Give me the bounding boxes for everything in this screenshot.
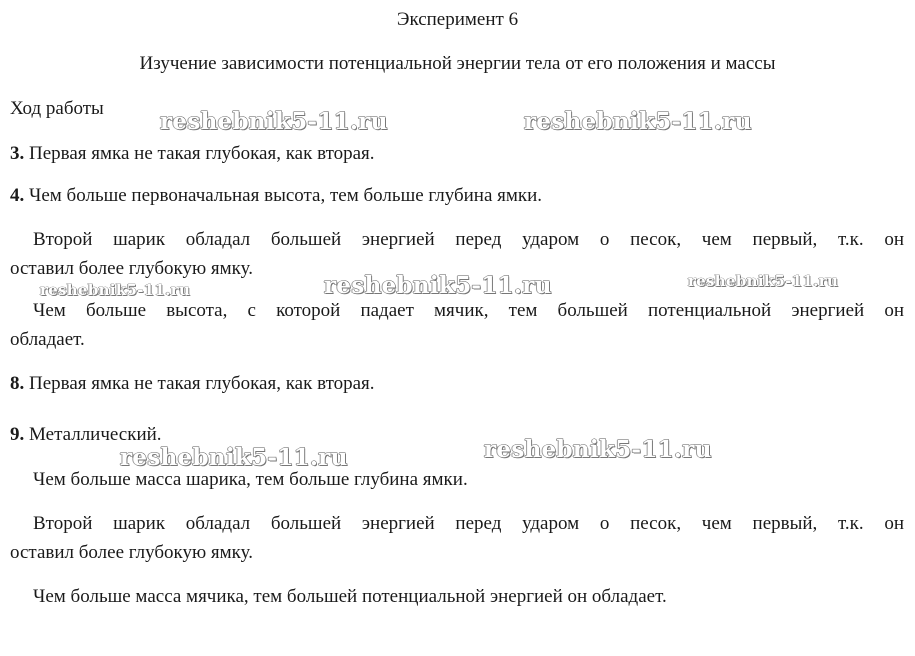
watermark-logo: reshebnik5-11.ru	[40, 281, 191, 299]
item-text: Металлический.	[24, 424, 162, 445]
answer-item-4	[10, 185, 542, 207]
page-title: Эксперимент 6	[396, 9, 519, 30]
paragraph-line: Чем больше масса шарика, тем больше глубина ямки.	[33, 469, 468, 490]
watermark-logo: reshebnik5-11.ru	[160, 108, 388, 135]
paragraph-line: оставил более глубокую ямку.	[10, 542, 253, 563]
section-label: Ход работы	[10, 98, 104, 119]
item-text: Чем больше первоначальная высота, тем больше глубина ямки.	[24, 185, 543, 206]
paragraph-line: Второй шарик обладал большей энергией перед ударом о песок, чем первый, т.к. он	[33, 513, 904, 534]
watermark-logo: reshebnik5-11.ru	[524, 108, 752, 135]
watermark-logo: reshebnik5-11.ru	[120, 444, 348, 471]
item-number: 3.	[10, 143, 25, 164]
watermark-logo: reshebnik5-11.ru	[484, 436, 712, 463]
item-text: Первая ямка не такая глубокая, как вторая.	[24, 143, 375, 164]
answer-item-3	[10, 143, 375, 165]
watermark-logo: reshebnik5-11.ru	[688, 272, 839, 290]
paragraph-line: Чем больше масса мячика, тем большей потенциальной энергией он обладает.	[33, 586, 667, 607]
paragraph-line: Второй шарик обладал большей энергией перед ударом о песок, чем первый, т.к. он	[33, 229, 904, 250]
item-number: 9.	[10, 424, 25, 445]
paragraph-line: Чем больше высота, с которой падает мячик, тем большей потенциальной энергией он	[33, 300, 904, 321]
watermark-logo: reshebnik5-11.ru	[324, 272, 552, 299]
paragraph-line: обладает.	[10, 329, 85, 350]
paragraph-line: оставил более глубокую ямку.	[10, 258, 253, 279]
answer-item-9	[10, 424, 162, 446]
answer-item-8	[10, 373, 375, 395]
item-number: 8.	[10, 373, 25, 394]
item-text: Первая ямка не такая глубокая, как вторая.	[24, 373, 375, 394]
page-subtitle: Изучение зависимости потенциальной энергии тела от его положения и массы	[139, 53, 776, 74]
item-number: 4.	[10, 185, 25, 206]
